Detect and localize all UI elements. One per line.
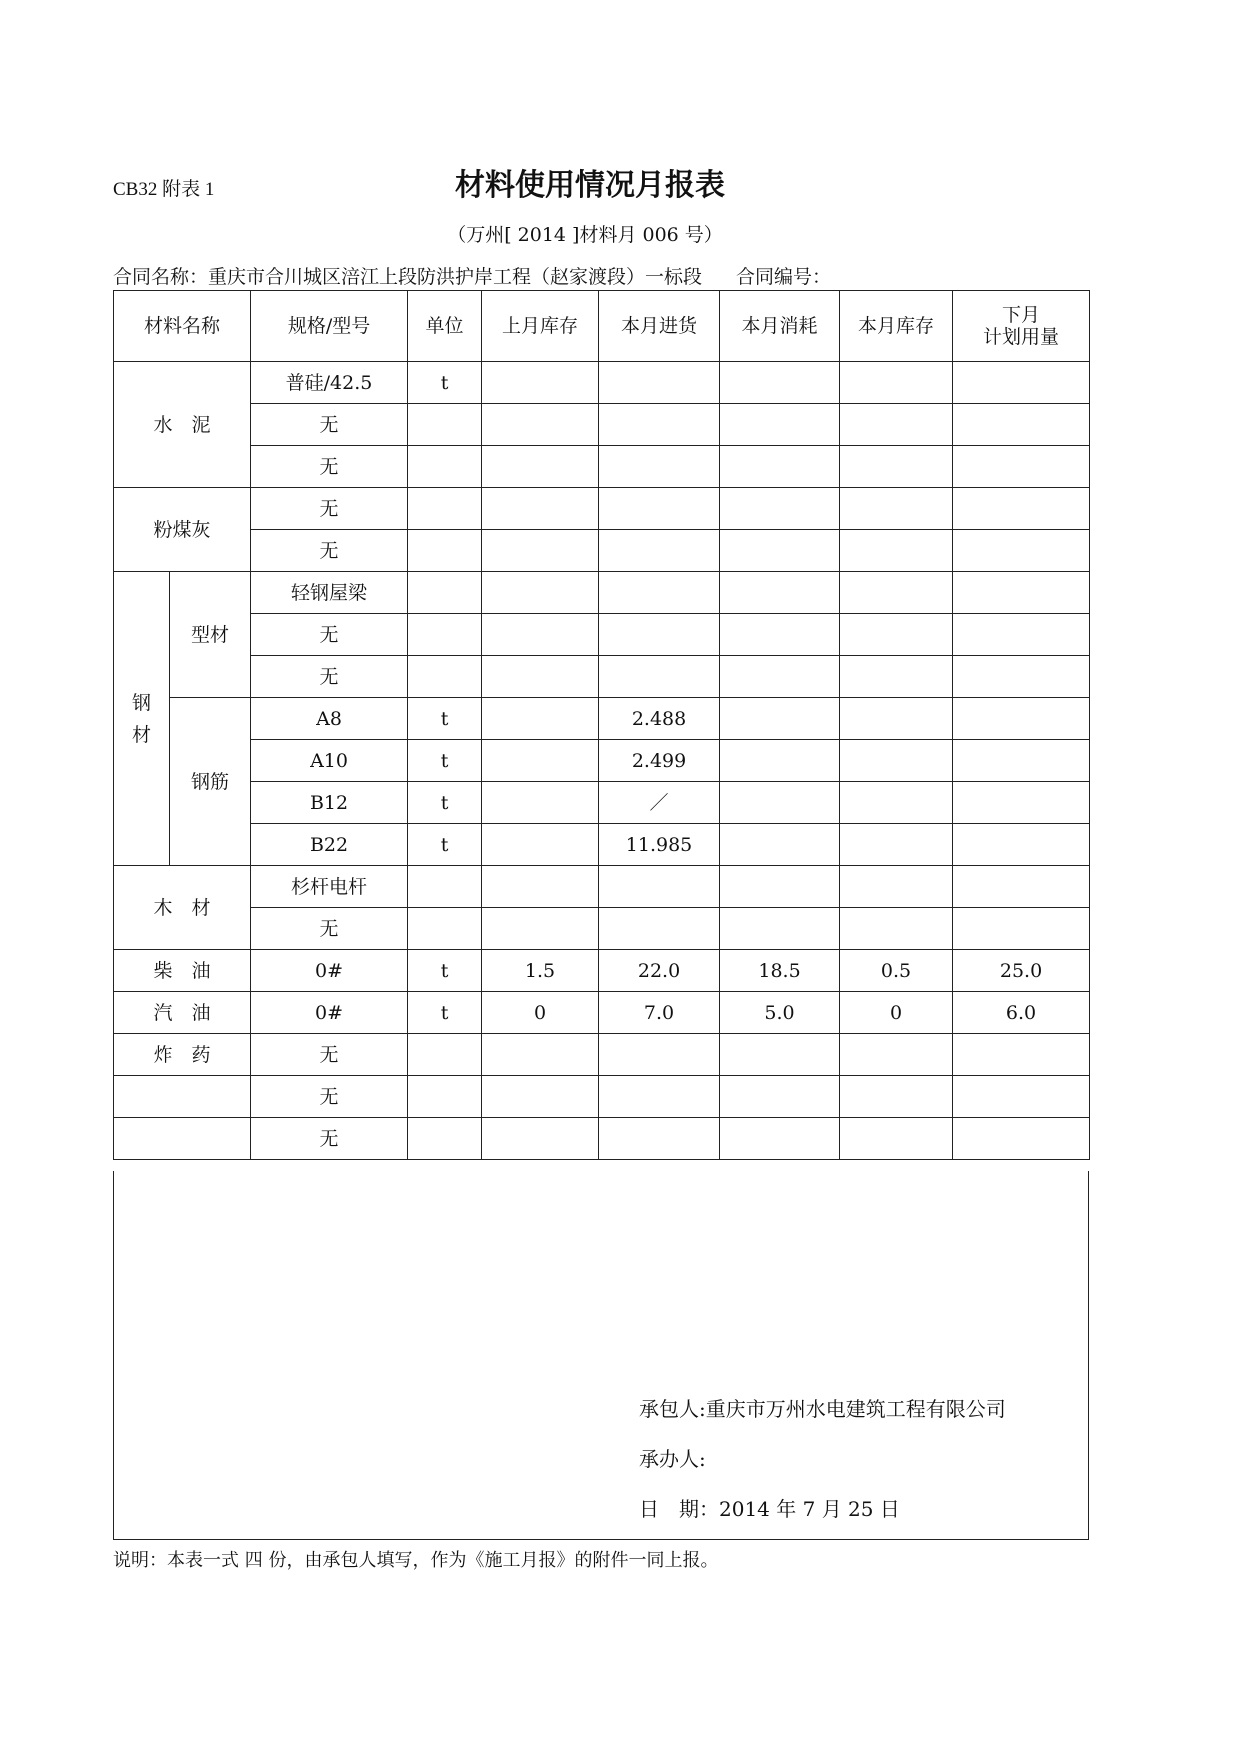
report-serial: （万州[ 2014 ]材料月 006 号） <box>447 224 723 246</box>
cell-prev-stock <box>482 908 599 950</box>
cell-spec: 无 <box>251 1118 408 1160</box>
table-row <box>114 824 1090 866</box>
cell-prev-stock <box>482 1076 599 1118</box>
cell-unit <box>408 572 482 614</box>
table-row <box>114 488 1090 530</box>
cell-next-plan <box>953 572 1090 614</box>
cell-prev-stock <box>482 698 599 740</box>
cell-next-plan <box>953 908 1090 950</box>
cell-consumed <box>720 404 840 446</box>
cell-received: 7.0 <box>599 992 720 1034</box>
cell-prev-stock <box>482 362 599 404</box>
cell-stock <box>840 614 953 656</box>
table-row <box>114 404 1090 446</box>
cell-next-plan <box>953 404 1090 446</box>
cell-received <box>599 530 720 572</box>
cell-received <box>599 1034 720 1076</box>
cell-unit: t <box>408 362 482 404</box>
cell-spec: 普硅/42.5 <box>251 362 408 404</box>
table-row <box>114 782 1090 824</box>
signature-block <box>113 1171 1089 1540</box>
cell-stock <box>840 656 953 698</box>
col-unit: 单位 <box>408 291 482 362</box>
cell-prev-stock <box>482 656 599 698</box>
cell-next-plan <box>953 698 1090 740</box>
cell-next-plan <box>953 1034 1090 1076</box>
material-table <box>113 290 1090 1160</box>
cell-stock <box>840 824 953 866</box>
cell-spec: 轻钢屋梁 <box>251 572 408 614</box>
group-diesel: 柴 油 <box>114 950 251 992</box>
cell-received <box>599 488 720 530</box>
cell-stock <box>840 740 953 782</box>
cell-stock <box>840 866 953 908</box>
table-row <box>114 866 1090 908</box>
cell-next-plan <box>953 1076 1090 1118</box>
group-cement: 水 泥 <box>114 362 251 488</box>
cell-next-plan <box>953 656 1090 698</box>
col-consumed: 本月消耗 <box>720 291 840 362</box>
group-flyash: 粉煤灰 <box>114 488 251 572</box>
cell-prev-stock <box>482 1118 599 1160</box>
cell-unit <box>408 866 482 908</box>
cell-consumed <box>720 866 840 908</box>
cell-unit <box>408 1118 482 1160</box>
table-row <box>114 656 1090 698</box>
table-row <box>114 908 1090 950</box>
cell-consumed <box>720 698 840 740</box>
cell-unit <box>408 1076 482 1118</box>
cell-stock <box>840 362 953 404</box>
cell-consumed <box>720 824 840 866</box>
table-row <box>114 1118 1090 1160</box>
cell-stock <box>840 446 953 488</box>
cell-received <box>599 572 720 614</box>
cell-next-plan: 25.0 <box>953 950 1090 992</box>
cell-unit <box>408 656 482 698</box>
col-next-plan-line1: 下月 <box>1002 304 1041 326</box>
cell-prev-stock <box>482 824 599 866</box>
table-row <box>114 614 1090 656</box>
table-row <box>114 1076 1090 1118</box>
cell-unit: t <box>408 824 482 866</box>
cell-consumed <box>720 572 840 614</box>
cell-unit <box>408 446 482 488</box>
cell-received <box>599 1118 720 1160</box>
header-row <box>114 291 1090 362</box>
group-gasoline: 汽 油 <box>114 992 251 1034</box>
cell-prev-stock <box>482 866 599 908</box>
group-explosive: 炸 药 <box>114 1034 251 1076</box>
cell-next-plan <box>953 824 1090 866</box>
group-steel <box>114 572 170 866</box>
group-timber: 木 材 <box>114 866 251 950</box>
handler-line: 承办人: <box>639 1447 706 1471</box>
col-next-plan-line2: 计划用量 <box>983 326 1060 348</box>
group-blank <box>114 1118 251 1160</box>
cell-unit: t <box>408 698 482 740</box>
col-material: 材料名称 <box>114 291 251 362</box>
cell-consumed <box>720 530 840 572</box>
col-stock: 本月库存 <box>840 291 953 362</box>
cell-next-plan <box>953 530 1090 572</box>
cell-spec: 无 <box>251 488 408 530</box>
cell-spec: B12 <box>251 782 408 824</box>
cell-spec: 无 <box>251 1034 408 1076</box>
contractor-line: 承包人:重庆市万州水电建筑工程有限公司 <box>639 1397 1006 1421</box>
col-spec: 规格/型号 <box>251 291 408 362</box>
cell-stock: 0.5 <box>840 950 953 992</box>
table-row <box>114 446 1090 488</box>
cell-stock <box>840 1118 953 1160</box>
cell-consumed <box>720 362 840 404</box>
table-row <box>114 740 1090 782</box>
cell-stock <box>840 908 953 950</box>
cell-unit: t <box>408 992 482 1034</box>
cell-prev-stock <box>482 530 599 572</box>
cell-spec: 无 <box>251 404 408 446</box>
cell-spec: 无 <box>251 614 408 656</box>
subgroup-profile: 型材 <box>170 572 251 698</box>
cell-next-plan <box>953 446 1090 488</box>
contract-info <box>113 262 831 289</box>
cell-consumed <box>720 908 840 950</box>
table-row <box>114 572 1090 614</box>
contract-no-label: 合同编号： <box>736 266 832 288</box>
cell-received <box>599 1076 720 1118</box>
col-next-plan <box>953 291 1090 362</box>
cell-received <box>599 404 720 446</box>
cell-stock <box>840 404 953 446</box>
cell-unit <box>408 614 482 656</box>
cell-next-plan <box>953 1118 1090 1160</box>
cell-next-plan <box>953 740 1090 782</box>
table-row <box>114 992 1090 1034</box>
cell-unit <box>408 488 482 530</box>
table-row <box>114 362 1090 404</box>
cell-received: ／ <box>599 782 720 824</box>
cell-next-plan <box>953 362 1090 404</box>
cell-prev-stock <box>482 446 599 488</box>
form-code: CB32 附表 1 <box>113 179 215 200</box>
cell-consumed <box>720 782 840 824</box>
date-line: 日 期：2014 年 7 月 25 日 <box>639 1497 900 1521</box>
cell-prev-stock <box>482 572 599 614</box>
table-row <box>114 698 1090 740</box>
cell-prev-stock <box>482 614 599 656</box>
cell-consumed <box>720 1076 840 1118</box>
cell-spec: 0# <box>251 950 408 992</box>
contract-name-label: 合同名称： <box>113 266 209 288</box>
cell-received <box>599 362 720 404</box>
cell-consumed: 5.0 <box>720 992 840 1034</box>
cell-received <box>599 446 720 488</box>
cell-stock <box>840 572 953 614</box>
cell-spec: B22 <box>251 824 408 866</box>
cell-prev-stock <box>482 1034 599 1076</box>
cell-stock: 0 <box>840 992 953 1034</box>
cell-spec: 无 <box>251 446 408 488</box>
cell-consumed <box>720 656 840 698</box>
cell-unit <box>408 908 482 950</box>
group-steel-line1: 钢 <box>131 691 151 714</box>
cell-stock <box>840 698 953 740</box>
cell-consumed <box>720 614 840 656</box>
cell-unit <box>408 530 482 572</box>
table-row <box>114 530 1090 572</box>
col-received: 本月进货 <box>599 291 720 362</box>
cell-spec: 无 <box>251 908 408 950</box>
cell-prev-stock <box>482 782 599 824</box>
cell-received: 2.499 <box>599 740 720 782</box>
cell-unit: t <box>408 782 482 824</box>
cell-stock <box>840 782 953 824</box>
cell-spec: 无 <box>251 656 408 698</box>
cell-prev-stock: 1.5 <box>482 950 599 992</box>
cell-spec: 0# <box>251 992 408 1034</box>
cell-prev-stock <box>482 740 599 782</box>
table-row <box>114 1034 1090 1076</box>
cell-received <box>599 614 720 656</box>
cell-consumed <box>720 488 840 530</box>
cell-prev-stock <box>482 404 599 446</box>
cell-next-plan: 6.0 <box>953 992 1090 1034</box>
cell-next-plan <box>953 488 1090 530</box>
page-title: 材料使用情况月报表 <box>455 168 725 203</box>
cell-received <box>599 866 720 908</box>
cell-prev-stock: 0 <box>482 992 599 1034</box>
cell-stock <box>840 530 953 572</box>
cell-unit: t <box>408 740 482 782</box>
cell-spec: 无 <box>251 530 408 572</box>
cell-next-plan <box>953 782 1090 824</box>
cell-unit <box>408 404 482 446</box>
cell-received: 2.488 <box>599 698 720 740</box>
cell-consumed <box>720 1034 840 1076</box>
cell-received: 11.985 <box>599 824 720 866</box>
footnote: 说明：本表一式 四 份，由承包人填写，作为《施工月报》的附件一同上报。 <box>113 1550 719 1571</box>
subgroup-rebar: 钢筋 <box>170 698 251 866</box>
cell-spec: A10 <box>251 740 408 782</box>
cell-received <box>599 656 720 698</box>
table-row <box>114 950 1090 992</box>
cell-prev-stock <box>482 488 599 530</box>
cell-stock <box>840 1076 953 1118</box>
cell-spec: A8 <box>251 698 408 740</box>
group-blank <box>114 1076 251 1118</box>
cell-consumed <box>720 740 840 782</box>
cell-consumed <box>720 446 840 488</box>
cell-received <box>599 908 720 950</box>
cell-spec: 杉杆电杆 <box>251 866 408 908</box>
cell-consumed: 18.5 <box>720 950 840 992</box>
cell-unit: t <box>408 950 482 992</box>
cell-stock <box>840 488 953 530</box>
cell-unit <box>408 1034 482 1076</box>
cell-consumed <box>720 1118 840 1160</box>
cell-stock <box>840 1034 953 1076</box>
cell-next-plan <box>953 866 1090 908</box>
group-steel-line2: 材 <box>131 723 151 746</box>
contract-name: 重庆市合川城区涪江上段防洪护岸工程（赵家渡段）一标段 <box>208 266 703 288</box>
cell-spec: 无 <box>251 1076 408 1118</box>
cell-received: 22.0 <box>599 950 720 992</box>
cell-next-plan <box>953 614 1090 656</box>
col-prev-stock: 上月库存 <box>482 291 599 362</box>
